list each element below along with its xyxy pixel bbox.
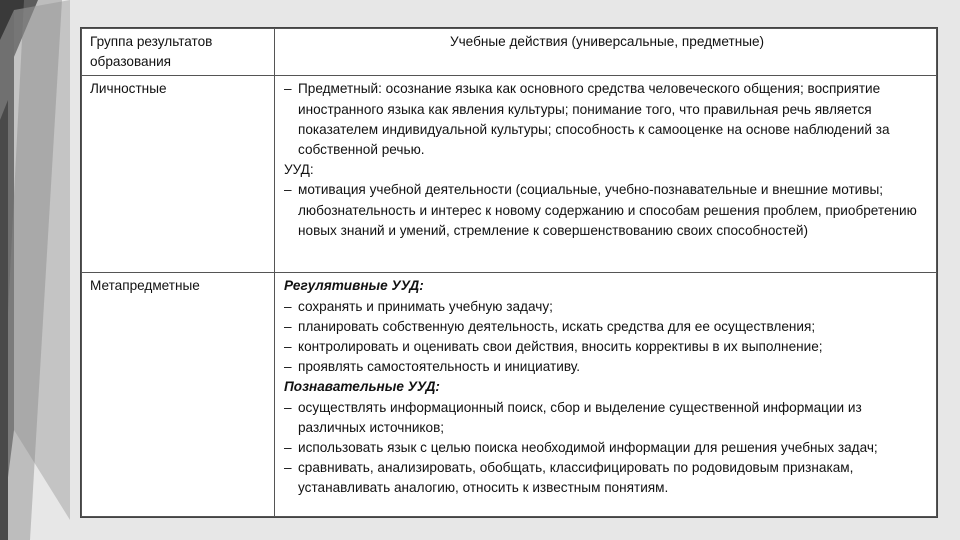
table-row-personal [82, 76, 937, 273]
list-item: – Предметный: осознание языка как основного средства человеческого общения; восприятие иностранного языка как явления культуры; понимание того, что правильная речь является показателем индивидуальной культуры; способность к самооценке на основе наблюдений за собственной речью. [284, 81, 890, 158]
list-item: – мотивация учебной деятельности (социальные, учебно-познавательные и внешние мотивы; любознательность и интерес к новому содержанию и способам решения проблем, приобретению новых знаний и умений, стремление к совершенствованию своих способностей) [284, 182, 917, 238]
list-item: – сохранять и принимать учебную задачу; [284, 298, 553, 314]
bar-shadow [0, 100, 8, 540]
row-content-personal [275, 76, 937, 273]
list-item: – планировать собственную деятельность, искать средства для ее осуществления; [284, 318, 816, 334]
row-content-meta [275, 273, 937, 517]
header-col-group: Группа результатов образования [82, 29, 275, 76]
list-item: – проявлять самостоятельность и инициативу. [284, 359, 580, 375]
row-label-personal: Личностные [82, 76, 275, 273]
list-item: – контролировать и оценивать свои действия, вносить коррективы в их выполнение; [284, 339, 823, 355]
list-item: – осуществлять информационный поиск, сбор и выделение существенной информации из различных источников; [284, 399, 862, 435]
header-col-actions: Учебные действия (универсальные, предметные) [275, 29, 937, 76]
table-row-meta [82, 273, 937, 517]
row-label-meta: Метапредметные [82, 273, 275, 517]
cognitive-heading: Познавательные УУД: [284, 379, 440, 395]
list-item: – использовать язык с целью поиска необходимой информации для решения учебных задач; [284, 440, 878, 456]
table-header-row [82, 29, 937, 76]
regulative-heading: Регулятивные УУД: [284, 278, 424, 294]
results-table [80, 27, 938, 518]
list-item: – сравнивать, анализировать, обобщать, классифицировать по родовидовым признакам, устанавливать аналогию, относить к известным понятиям. [284, 460, 854, 496]
uud-heading: УУД: [284, 162, 314, 178]
